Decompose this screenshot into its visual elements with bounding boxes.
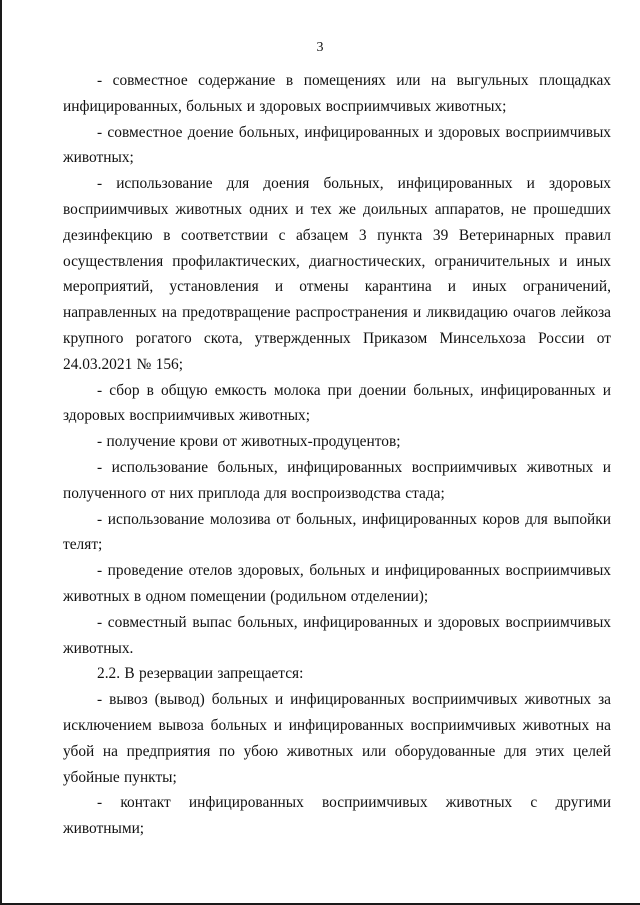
paragraph-3: - использование для доения больных, инфицированных и здоровых восприимчивых животных одних и тех же доильных аппаратов, не прошедших дезинфекцию в соответствии с абзацем 3 пункта 39 Ветеринарных правил осуществления профилактических, диагностических, ограничительных и иных мероприятий, установления и отмены карантина и иных ограничений, направленных на предотвращение распространения и ликвидацию очагов лейкоза крупного рогатого скота, утвержденных Приказом Минсельхоза России от 24.03.2021 № 156; — [63, 175, 611, 373]
paragraph-1: - совместное содержание в помещениях или на выгульных площадках инфицированных, больных и здоровых восприимчивых животных; — [63, 72, 611, 115]
paragraph-8: - проведение отелов здоровых, больных и инфицированных восприимчивых животных в одном помещении (родильном отделении); — [63, 562, 611, 605]
paragraph-9: - совместный выпас больных, инфицированных и здоровых восприимчивых животных. — [63, 613, 611, 657]
scan-edge-left — [0, 0, 2, 905]
page-number: 3 — [316, 40, 324, 55]
paragraph-4: - сбор в общую емкость молока при доении больных, инфицированных и здоровых восприимчивых животных; — [63, 381, 611, 425]
paragraph-7: - использование молозива от больных, инфицированных коров для выпойки телят; — [63, 510, 611, 554]
paragraph-5: - получение крови от животных-продуцентов; — [97, 433, 401, 451]
paragraph-11: - вывоз (вывод) больных и инфицированных восприимчивых животных за исключением вывоза больных и инфицированных восприимчивых животных на убой на предприятия по убою животных или оборудованные для этих целей убойные пункты; — [63, 691, 611, 786]
section-heading-2-2: 2.2. В резервации запрещается: — [97, 665, 304, 683]
paragraph-12: - контакт инфицированных восприимчивых животных с другими животными; — [63, 794, 611, 838]
paragraph-6: - использование больных, инфицированных восприимчивых животных и полученного от них приплода для воспроизводства стада; — [63, 458, 611, 502]
document-body — [63, 68, 611, 842]
paragraph-2: - совместное доение больных, инфицированных и здоровых восприимчивых животных; — [63, 123, 611, 167]
